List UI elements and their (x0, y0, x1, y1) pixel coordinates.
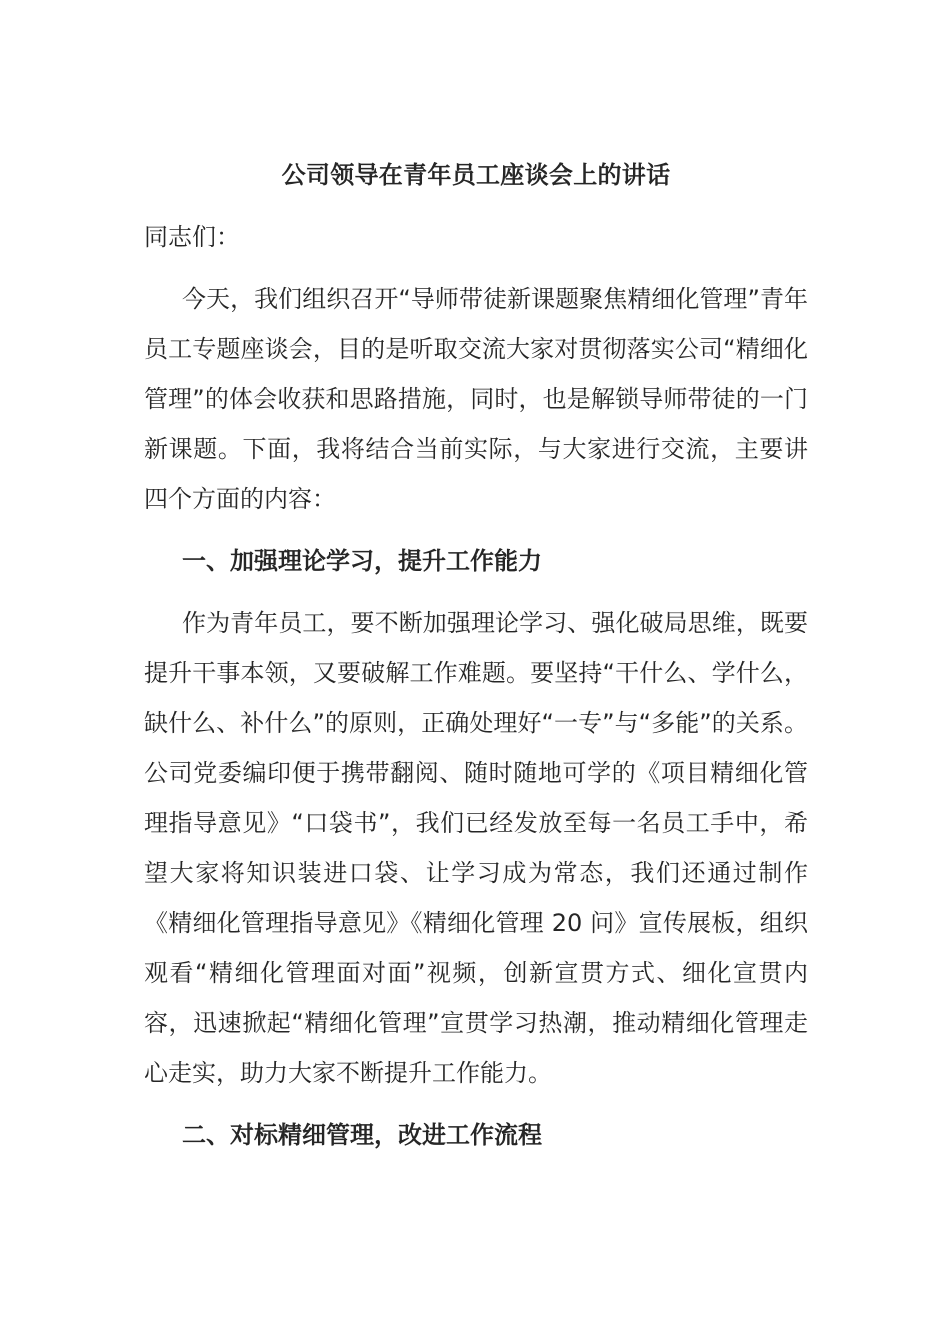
intro-paragraph: 今天，我们组织召开“导师带徒新课题聚焦精细化管理”青年员工专题座谈会，目的是听取交流大家对贯彻落实公司“精细化管理”的体会收获和思路措施，同时，也是解锁导师带徒的一门新课题。下面，我将结合当前实际，与大家进行交流，主要讲四个方面的内容： (144, 285, 808, 513)
section-1-heading: 一、加强理论学习，提升工作能力 (182, 547, 542, 575)
salutation: 同志们： (144, 223, 240, 251)
section-2-heading: 二、对标精细管理，改进工作流程 (182, 1121, 542, 1149)
document-body (144, 150, 808, 1160)
section-1-paragraph: 作为青年员工，要不断加强理论学习、强化破局思维，既要提升干事本领，又要破解工作难题。要坚持“干什么、学什么，缺什么、补什么”的原则，正确处理好“一专”与“多能”的关系。公司党委编印便于携带翻阅、随时随地可学的《项目精细化管理指导意见》“口袋书”，我们已经发放至每一名员工手中，希望大家将知识装进口袋、让学习成为常态，我们还通过制作《精细化管理指导意见》《精细化管理 20 问》宣传展板，组织观看“精细化管理面对面”视频，创新宣贯方式、细化宣贯内容，迅速掀起“精细化管理”宣贯学习热潮，推动精细化管理走心走实，助力大家不断提升工作能力。 (144, 609, 808, 1087)
document-title: 公司领导在青年员工座谈会上的讲话 (281, 161, 671, 189)
